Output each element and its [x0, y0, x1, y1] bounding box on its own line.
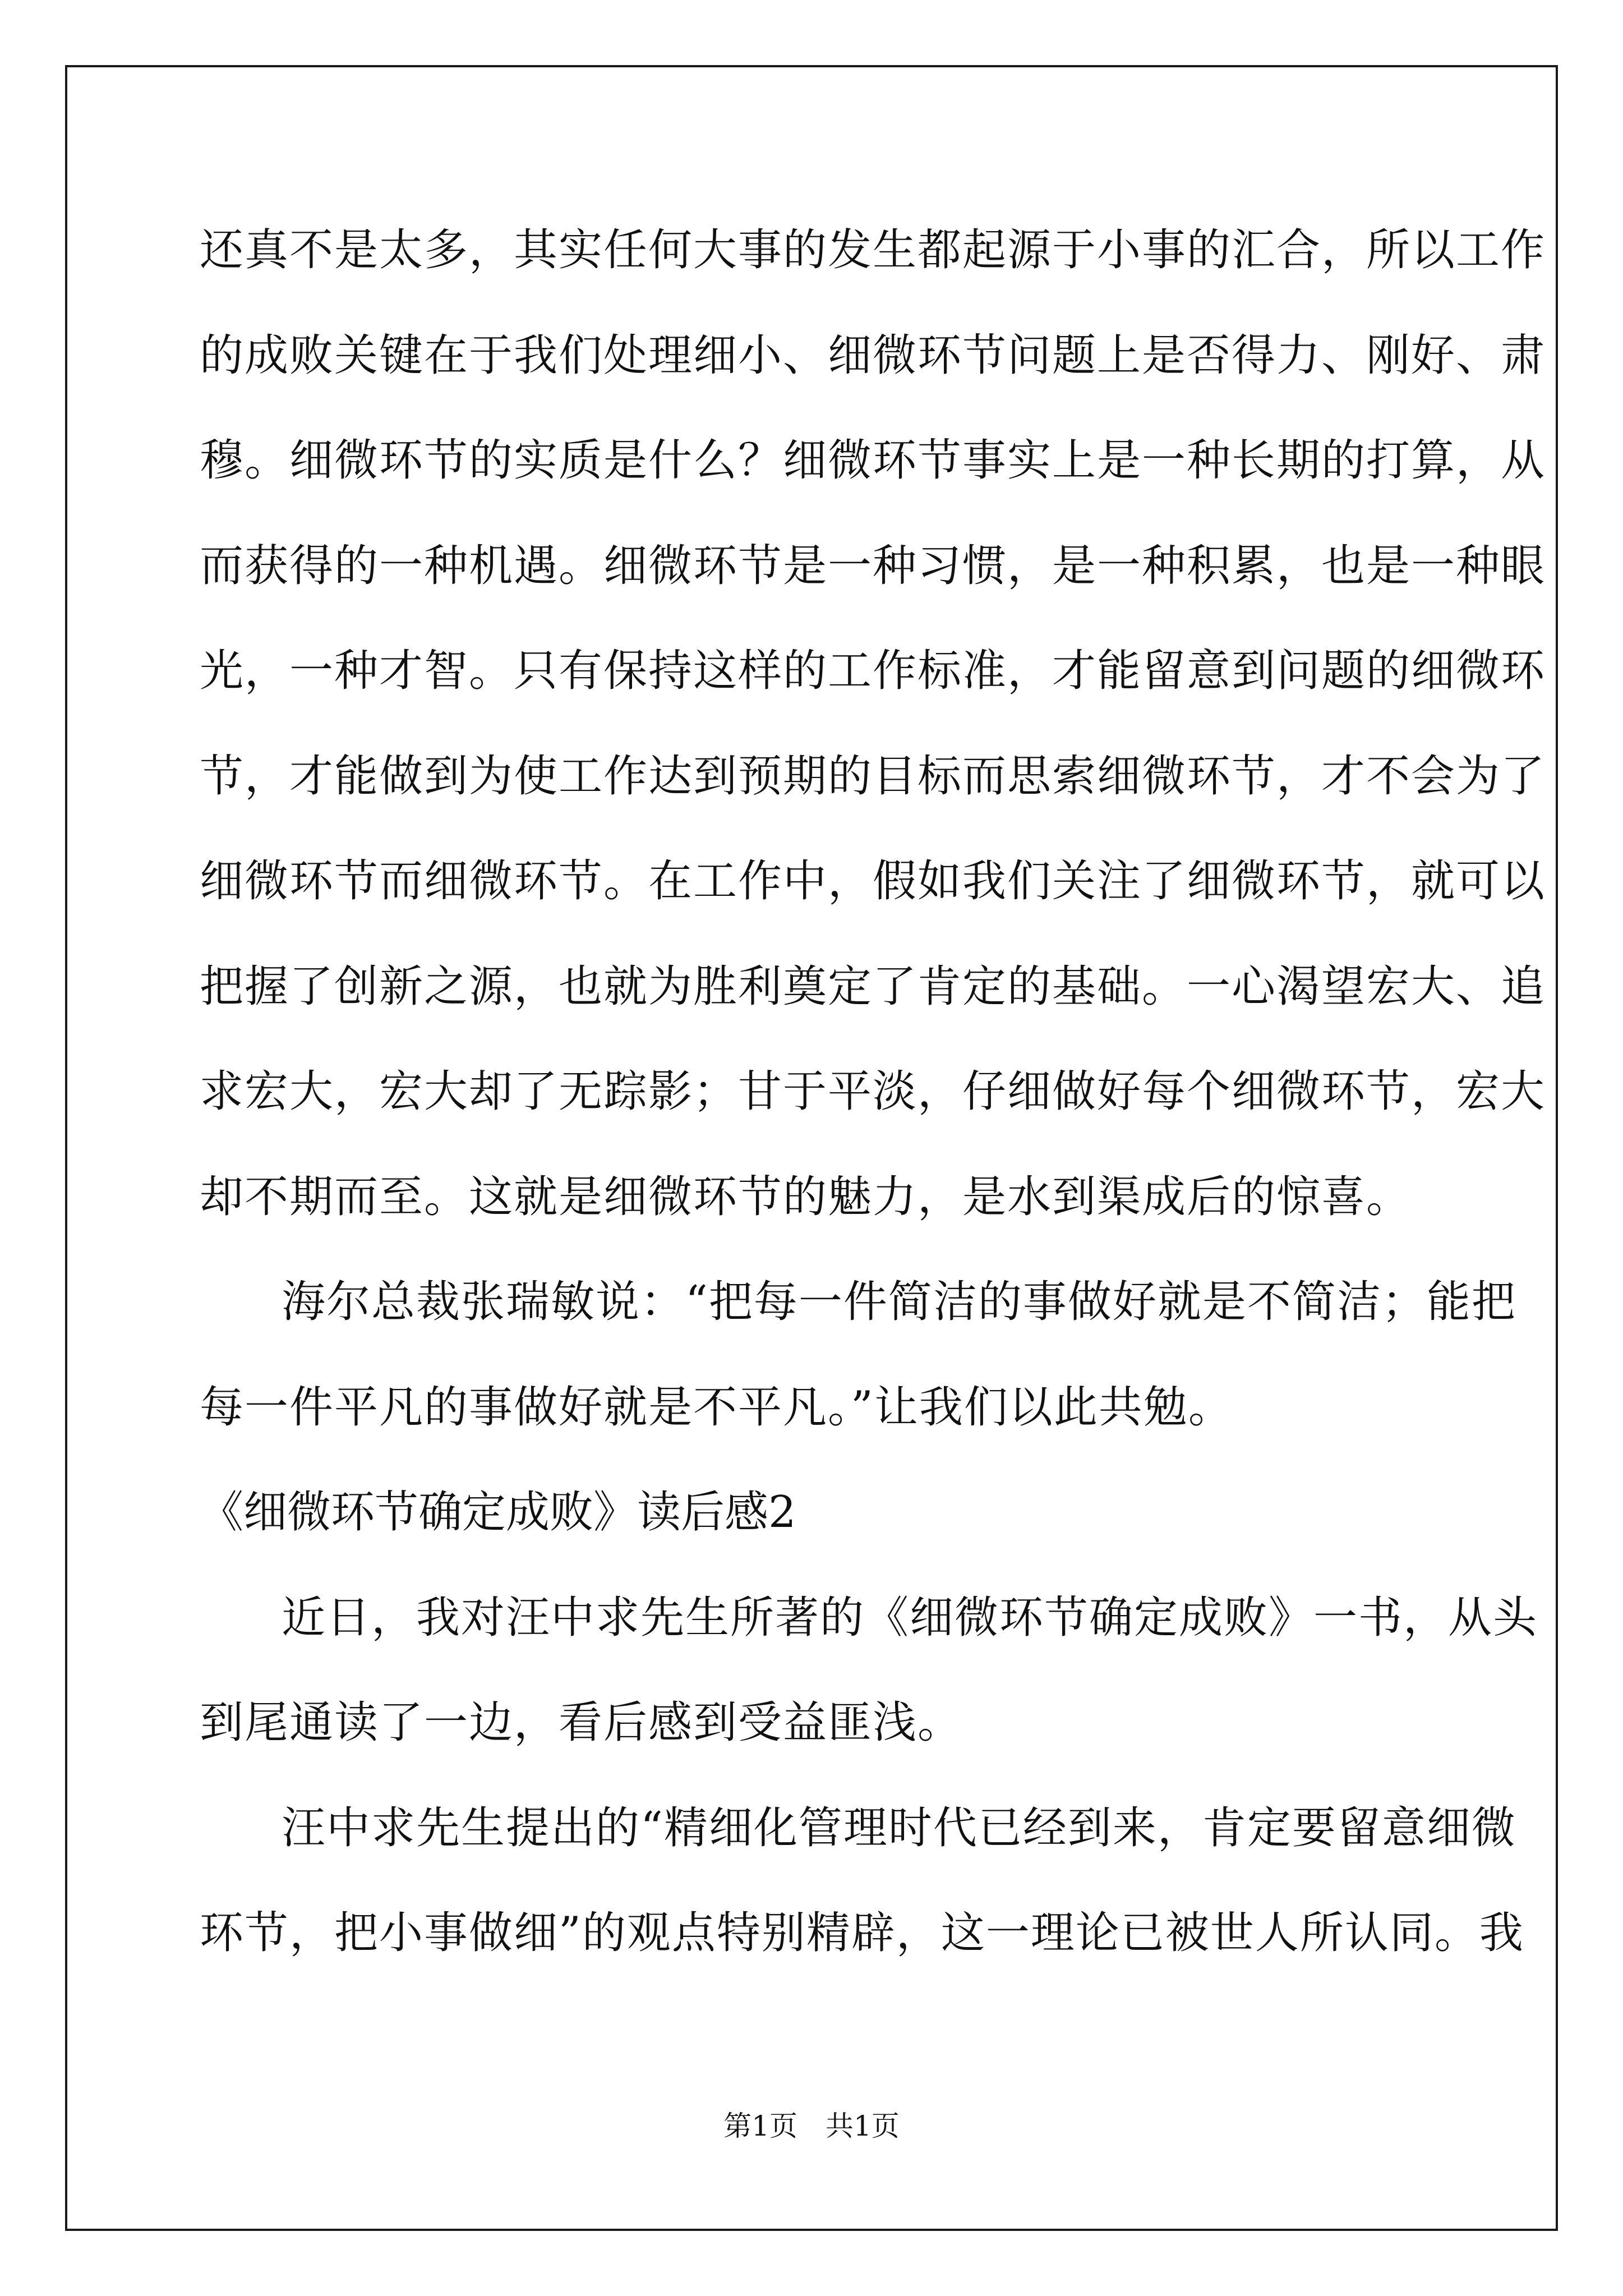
text-line: 到尾通读了一边，看后感到受益匪浅。: [200, 1697, 963, 1748]
text-line: 节，才能做到为使工作达到预期的目标而思索细微环节，才不会为了: [200, 751, 1546, 802]
text-line: 穆。细微环节的实质是什么？细微环节事实上是一种长期的打算，从: [200, 435, 1546, 486]
text-line: 每一件平凡的事做好就是不平凡。”让我们以此共勉。: [200, 1382, 1233, 1433]
paragraph-first-line: 近日，我对汪中求先生所著的《细微环节确定成败》一书，从头: [282, 1592, 1538, 1643]
text-line: 却不期而至。这就是细微环节的魅力，是水到渠成后的惊喜。: [200, 1171, 1412, 1222]
document-body: [200, 198, 1546, 1986]
text-line: 环节，把小事做细”的观点特别精辟，这一理论已被世人所认同。我: [200, 1908, 1524, 1958]
page-footer: 第1页 共1页: [723, 2110, 900, 2142]
text-line: 光，一种才智。只有保持这样的工作标准，才能留意到问题的细微环: [200, 646, 1546, 696]
text-line: 还真不是太多，其实任何大事的发生都起源于小事的汇合，所以工作: [200, 225, 1546, 275]
section-heading: 《细微环节确定成败》读后感2: [200, 1487, 796, 1538]
text-line: 而获得的一种机遇。细微环节是一种习惯，是一种积累，也是一种眼: [200, 540, 1546, 591]
text-line: 把握了创新之源，也就为胜利奠定了肯定的基础。一心渴望宏大、追: [200, 961, 1546, 1012]
paragraph-first-line: 海尔总裁张瑞敏说：“把每一件简洁的事做好就是不简洁；能把: [282, 1277, 1516, 1327]
text-line: 求宏大，宏大却了无踪影；甘于平淡，仔细做好每个细微环节，宏大: [200, 1066, 1546, 1117]
text-line: 细微环节而细微环节。在工作中，假如我们关注了细微环节，就可以: [200, 856, 1546, 907]
text-line: 的成败关键在于我们处理细小、细微环节问题上是否得力、刚好、肃: [200, 330, 1546, 381]
paragraph-first-line: 汪中求先生提出的“精细化管理时代已经到来，肯定要留意细微: [282, 1802, 1516, 1853]
